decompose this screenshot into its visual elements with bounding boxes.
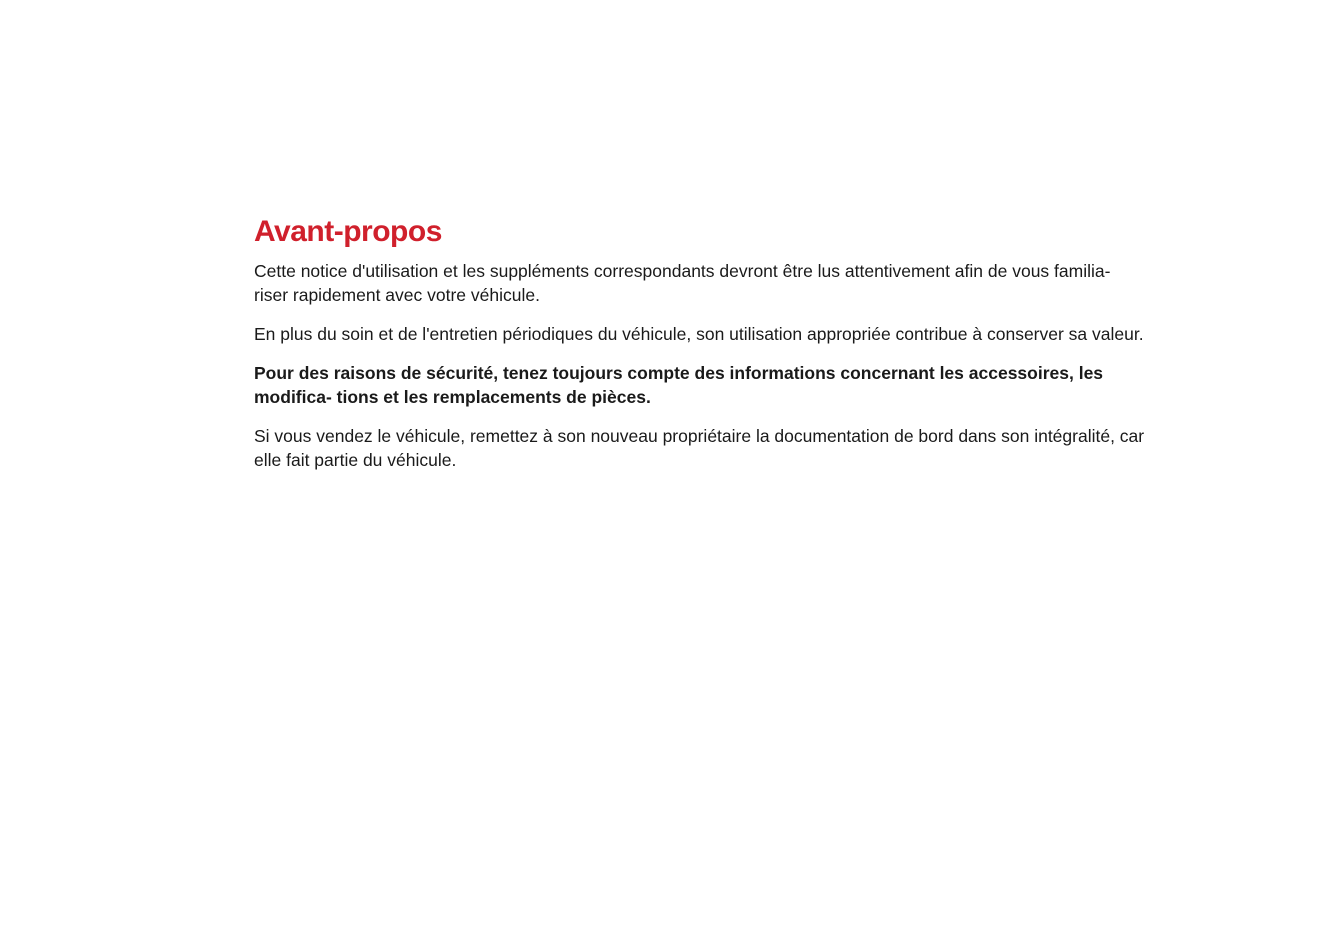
page-title: Avant-propos — [254, 215, 442, 248]
foreword-section — [254, 213, 1149, 487]
paragraph-intro: Cette notice d'utilisation et les suppléments correspondants devront être lus attentivement afin de vous familia- riser rapidement avec votre véhicule. — [254, 261, 1111, 305]
paragraph-resale: Si vous vendez le véhicule, remettez à son nouveau propriétaire la documentation de bord dans son intégralité, car elle fait partie du véhicule. — [254, 426, 1145, 470]
paragraph-maintenance: En plus du soin et de l'entretien périodiques du véhicule, son utilisation appropriée contribue à conserver sa valeur. — [254, 324, 1144, 344]
paragraph-safety-notice: Pour des raisons de sécurité, tenez toujours compte des informations concernant les accessoires, les modifica- tions et les remplacements de pièces. — [254, 363, 1104, 407]
